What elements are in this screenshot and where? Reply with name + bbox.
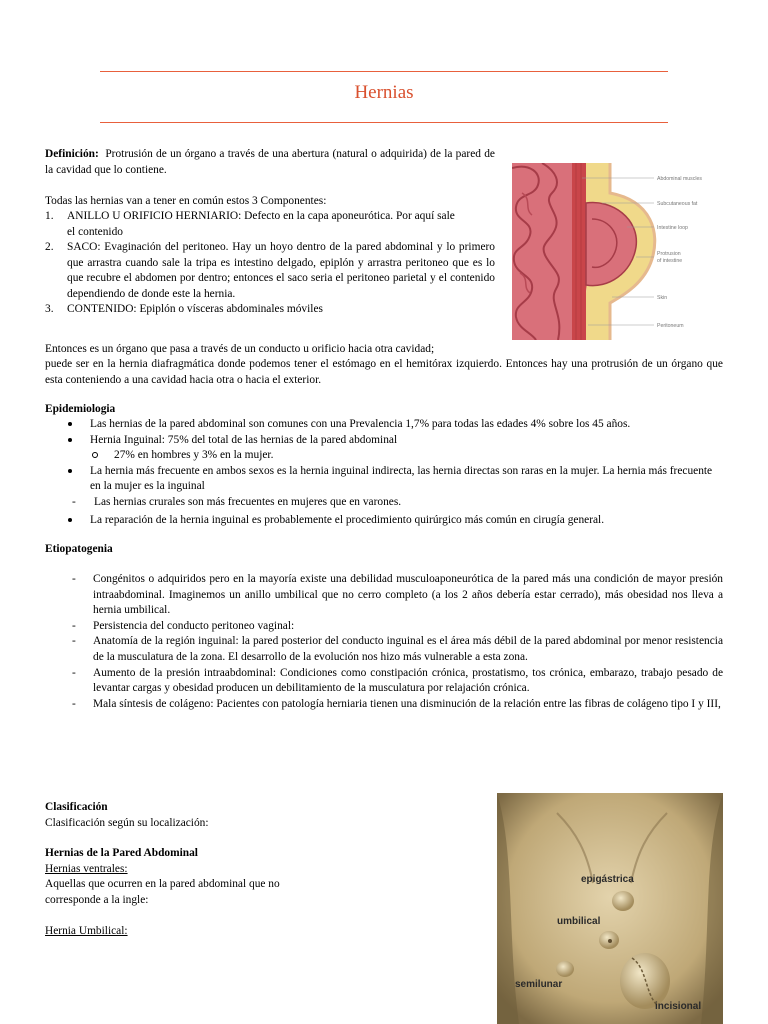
label-subcutaneous-fat: Subcutaneous fat (657, 201, 698, 207)
classification-block (45, 800, 345, 939)
list-item (45, 572, 723, 619)
component-text: CONTENIDO: Epiplón o vísceras abdominales móviles (67, 303, 323, 315)
item-text: Persistencia del conducto peritoneo vaginal: (93, 619, 295, 632)
dash-text: Las hernias crurales son más frecuentes en mujeres que en varones. (94, 495, 402, 508)
list-number: 1. (45, 210, 54, 222)
list-number: 3. (45, 303, 54, 315)
bullet-icon (68, 469, 72, 473)
summary-rest: puede ser en la hernia diafragmática donde podemos tener el estómago en el hemitórax izquierdo. Entonces hay una protrusión de un órgano que esta conteniendo a una cavidad hacia otra o hacia el exterior. (45, 358, 723, 386)
definition-text: Protrusión de un órgano a través de una abertura (natural o adquirida) de la pared de la cavidad que lo contiene. (45, 148, 495, 176)
component-item-2 (45, 240, 495, 302)
dash-marker: - (72, 573, 76, 585)
label-peritoneum: Peritoneum (657, 323, 684, 329)
page-title: Hernias (354, 82, 414, 103)
components-intro: Todas las hernias van a tener en común estos 3 Componentes: (45, 195, 327, 207)
component-item-3 (45, 302, 495, 318)
item-text: Mala síntesis de colágeno: Pacientes con patología herniaria tienen una disminución de la relación entre las fibras de colágeno tipo I y III, (93, 697, 721, 710)
abdomen-hernia-photo (497, 793, 723, 1024)
ventral-description-2: corresponde a la ingle: (45, 893, 149, 906)
bullet-text: Hernia Inguinal: 75% del total de las hernias de la pared abdominal (90, 433, 398, 446)
dash-marker: - (72, 619, 76, 632)
subitem-text: 27% en hombres y 3% en la mujer. (114, 449, 274, 462)
list-item (45, 619, 723, 635)
umbilical-hernia-heading: Hernia Umbilical: (45, 924, 128, 937)
list-item (45, 464, 723, 495)
component-item-1 (45, 209, 495, 240)
item-text: Aumento de la presión intraabdominal: Condiciones como constipación crónica, prostatismo, tos crónica, embarazo, trabajo pesado de levantar cargas y obesidad producen un debilitamiento de la musculatura por relajación crónica. (93, 666, 723, 695)
list-number: 2. (45, 241, 54, 253)
list-item (45, 666, 723, 697)
bullet-text: Las hernias de la pared abdominal son comunes con una Prevalencia 1,7% para todas las edades 4% sobre los 45 años. (90, 418, 631, 430)
bottom-rule (100, 122, 668, 123)
epidemiology-heading: Epidemiologia (45, 403, 116, 415)
classification-subtitle: Clasificación según su localización: (45, 816, 209, 829)
bullet-text: La reparación de la hernia inguinal es probablemente el procedimiento quirúrgico más común en cirugía general. (90, 513, 605, 526)
classification-heading: Clasificación (45, 801, 108, 813)
label-abdominal-muscles: Abdominal muscles (657, 176, 702, 182)
hollow-bullet-icon (92, 452, 98, 458)
component-text-cont: el contenido (67, 225, 123, 238)
label-of-intestine: of intestine (657, 258, 683, 264)
dash-marker: - (72, 495, 76, 508)
component-text: ANILLO U ORIFICIO HERNIARIO: Defecto en la capa aponeurótica. Por aquí sale (67, 210, 455, 222)
definition-label: Definición: (45, 148, 99, 160)
label-umbilical: umbilical (557, 916, 601, 927)
definition-paragraph (45, 147, 495, 178)
bullet-text: La hernia más frecuente en ambos sexos es la hernia inguinal indirecta, las hernia directas son raras en la mujer. La hernia más frecuente en la mujer es la inguinal (90, 464, 713, 493)
list-item (45, 433, 723, 449)
abdomen-illustration (497, 793, 723, 1024)
epidemiology-list (45, 417, 723, 528)
etiopathogenesis-list (45, 572, 723, 712)
ventral-hernias-heading: Hernias ventrales: (45, 862, 128, 875)
top-rule (100, 71, 668, 72)
component-text: SACO: Evaginación del peritoneo. Hay un hoyo dentro de la pared abdominal y lo primero que arrastra cuando sale la tripa es intestino delgado, epiplón y arrastra peritoneo que es lo que recubre el abdomen por dentro; entonces el saco seria el peritoneo parietal y el contenido dependiendo de donde este la hernia. (67, 241, 495, 300)
bullet-icon (68, 438, 72, 442)
dash-marker: - (72, 666, 76, 679)
hernia-diagram (512, 163, 728, 340)
label-intestine-loop: Intestine loop (657, 225, 688, 231)
label-epigastrica: epigástrica (581, 874, 634, 885)
dash-marker: - (72, 697, 76, 710)
label-protrusion: Protrusion (657, 251, 681, 257)
list-item (45, 417, 723, 433)
label-incisional: incisional (655, 1001, 702, 1012)
list-item (45, 697, 723, 713)
ventral-description-1: Aquellas que ocurren en la pared abdominal que no (45, 878, 280, 891)
list-item (45, 634, 723, 665)
list-item (45, 495, 723, 511)
bullet-icon (68, 518, 72, 522)
list-item (45, 513, 723, 529)
hernia-cross-section-figure (512, 163, 728, 340)
label-semilunar: semilunar (515, 979, 563, 990)
wall-hernias-heading: Hernias de la Pared Abdominal (45, 847, 198, 860)
label-skin: Skin (657, 295, 668, 301)
item-text: Anatomía de la región inguinal: la pared posterior del conducto inguinal es el área más débil de la pared abdominal por menor resistencia de la musculatura de la zona. El desarrollo de la evolución nos hizo más vulnerable a esta zona. (93, 635, 723, 663)
list-subitem (45, 448, 723, 464)
dash-marker: - (72, 635, 76, 648)
item-text: Congénitos o adquiridos pero en la mayoría existe una debilidad musculoaponeurótica de la pared más una condición de mayor presión intraabdominal. Imaginemos un anillo umbilical que no cerro completo (a los 2 años debería estar cerrado), más obesidad nos lleva a hernia umbilical. (93, 573, 723, 617)
summary-line-1: Entonces es un órgano que pasa a través de un conducto u orificio hacia otra cavidad; (45, 343, 435, 355)
bullet-icon (68, 422, 72, 426)
etiopathogenesis-heading: Etiopatogenia (45, 543, 113, 555)
